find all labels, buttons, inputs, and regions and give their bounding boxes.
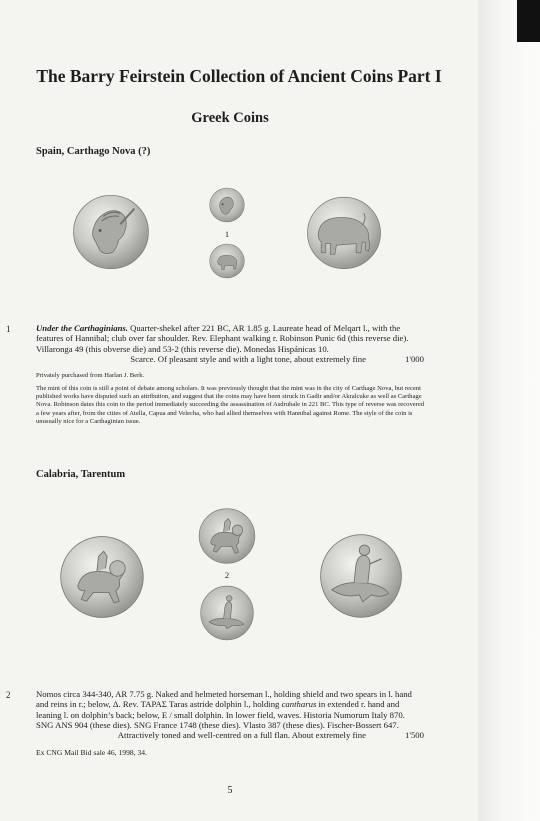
lot1-reverse-coin	[207, 243, 247, 279]
lot2-condition: Attractively toned and well-centred on a full flan. About extremely fine	[117, 730, 366, 741]
lot1-description	[36, 323, 424, 354]
lot2-obverse-coin	[197, 507, 257, 565]
lot1-condition: Scarce. Of pleasant style and with a light tone, about extremely fine	[130, 353, 366, 364]
lot2-provenance: Ex CNG Mail Bid sale 46, 1998, 34.	[36, 748, 147, 757]
lot2-description-italic: cantharus	[281, 699, 317, 710]
lot2-description-part-b: in extended r. hand and leaning l. on dolphin’s back; below, E / small dolphin. In lower field, waves. Historia Numorum Italy 870. SNG ANS 904 (these dies). SNG France 1748 (these dies). Vlasto 387 (these dies). Fischer-Bossert 647.	[36, 699, 405, 730]
lot2-obverse-enlarged-coin	[57, 534, 147, 620]
lot1-number: 1	[6, 324, 11, 334]
lot1-title: Under the Carthaginians.	[36, 323, 128, 333]
lot2-number: 2	[6, 690, 11, 700]
lot2-reverse-enlarged-coin	[318, 530, 404, 622]
lot1-closing-line	[36, 354, 424, 364]
lot1-provenance: Privately purchased from Harlan J. Berk.	[36, 372, 145, 379]
lot2-closing-line	[36, 730, 424, 740]
lot2-description-block	[36, 689, 424, 740]
lot1-obverse-coin	[207, 187, 247, 223]
lot1-heading: Spain, Carthago Nova (?)	[36, 146, 151, 157]
lot1-obverse-enlarged-coin	[70, 193, 152, 271]
lot1-note: The mint of this coin is still a point of debate among scholars. It was previously thought that the mint was in the city of Carthage Nova, but recent published works have disputed such an attribution, and suggest that the coins may have been struck in Gadir and/or Akralcuke as well as Carthage Nova. Robinson dates this coin to the period immediately succeeding the assassination of Asdrubale in 221 BC. This type of reverse was recovered a few years after, from the cities of Atella, Capua and Velecha, who had allied themselves with Hannibal against Rome. The style of the coin is unusually nice for a Carthaginian issue.	[36, 385, 425, 425]
lot2-estimate: 1'500	[405, 730, 424, 741]
lot2-reverse-coin	[199, 582, 255, 644]
lot1-description-block	[36, 323, 424, 364]
lot1-reverse-enlarged-coin	[303, 195, 385, 271]
section-title: Greek Coins	[191, 110, 269, 126]
lot1-plate-number: 1	[224, 229, 230, 239]
lot2-plate-number: 2	[224, 570, 230, 580]
page-number: 5	[227, 785, 233, 796]
lot1-estimate: 1'000	[405, 353, 424, 364]
page-title: The Barry Feirstein Collection of Ancient Coins Part I	[36, 66, 442, 86]
lot2-description	[36, 689, 424, 730]
lot2-description-part-a: Nomos circa 344-340, AR 7.75 g. Naked and helmeted horseman l., holding shield and two spears in l. hand and reins in r.; below, Δ. Rev. ΤΑΡΑΣ Taras astride dolphin l., holding	[36, 689, 412, 710]
lot1-description-text: Quarter-shekel after 221 BC, AR 1.85 g. Laureate head of Melqart l., with the features of Hannibal; club over far shoulder. Rev. Elephant walking r. Robinson Punic 6d (this reverse die). Villaronga 49 (this obverse die) and 53-2 (this reverse die). Monedas Hispánicas 10.	[36, 323, 409, 354]
lot2-heading: Calabria, Tarentum	[36, 469, 126, 480]
page-edge	[478, 0, 540, 821]
book-spine	[517, 0, 540, 42]
